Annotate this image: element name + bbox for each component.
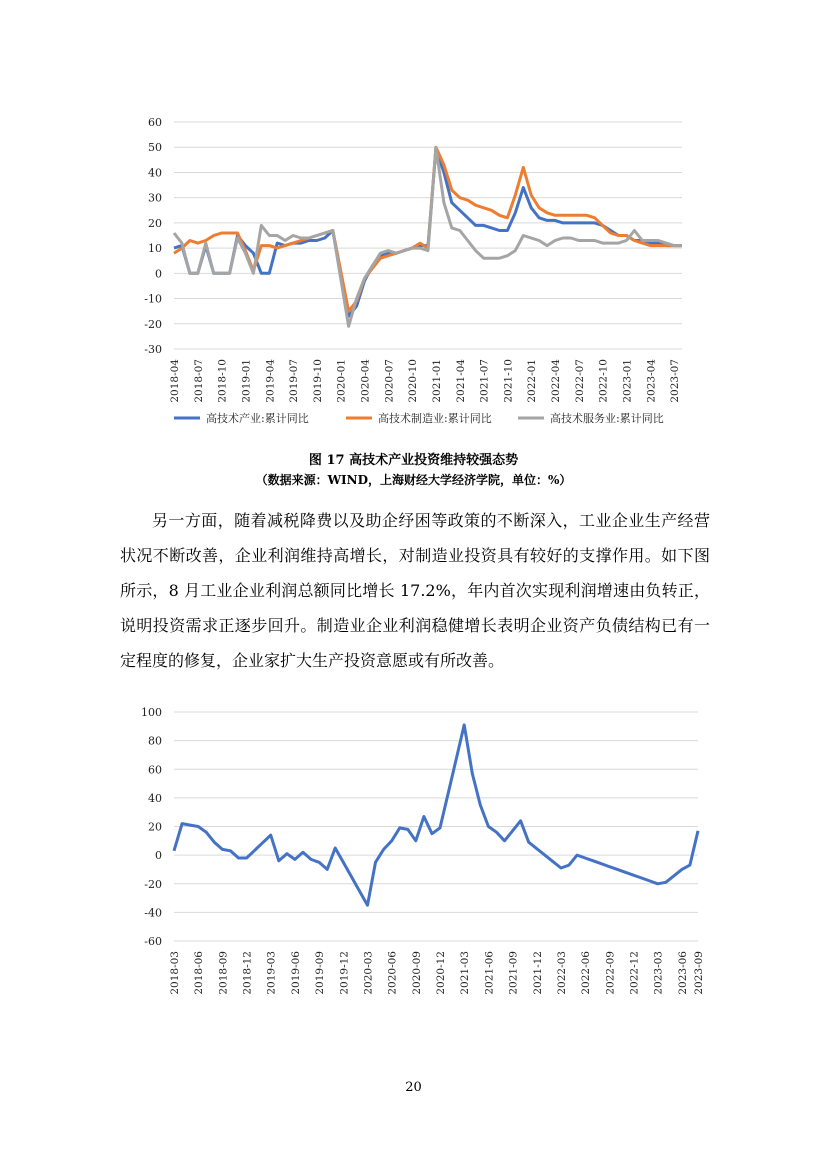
series-line	[174, 147, 682, 326]
x-tick-label: 2022-04	[550, 359, 562, 403]
x-tick-label: 2023-09	[693, 951, 705, 995]
y-tick-label: -20	[144, 317, 162, 331]
x-tick-label: 2018-10	[216, 359, 229, 403]
x-tick-label: 2019-09	[314, 951, 327, 995]
high-tech-investment-chart	[120, 105, 710, 435]
x-tick-label: 2023-04	[645, 359, 658, 403]
y-tick-label: -10	[144, 292, 162, 306]
y-tick-label: 40	[148, 791, 162, 805]
y-tick-label: 20	[148, 216, 162, 230]
x-tick-label: 2019-12	[338, 951, 351, 995]
x-tick-label: 2022-09	[604, 951, 617, 995]
x-tick-label: 2019-10	[311, 359, 324, 403]
x-tick-label: 2018-09	[217, 951, 230, 995]
y-tick-label: 60	[148, 116, 162, 129]
y-tick-label: 10	[148, 242, 162, 256]
x-tick-label: 2019-01	[240, 359, 253, 403]
x-tick-label: 2019-03	[265, 951, 278, 995]
y-tick-label: -30	[144, 343, 162, 356]
x-tick-label: 2018-04	[169, 359, 181, 403]
industrial-profit-chart	[120, 700, 710, 1000]
y-tick-label: -60	[144, 935, 162, 948]
x-tick-label: 2022-03	[555, 951, 568, 995]
figure-source: （数据来源：WIND，上海财经大学经济学院，单位：%）	[255, 473, 572, 487]
y-tick-label: 100	[141, 706, 162, 719]
x-tick-label: 2023-03	[652, 951, 665, 995]
y-tick-label: 30	[148, 191, 162, 205]
y-tick-label: 40	[148, 166, 162, 180]
x-tick-label: 2020-10	[407, 359, 420, 403]
y-tick-label: 60	[148, 763, 162, 777]
x-tick-label: 2018-07	[192, 359, 205, 403]
x-tick-label: 2020-06	[386, 951, 399, 995]
x-tick-label: 2023-06	[676, 951, 689, 995]
x-tick-label: 2021-12	[531, 951, 544, 995]
legend-label: 高技术制造业:累计同比	[378, 412, 492, 425]
y-tick-label: -20	[144, 877, 162, 891]
series-line	[174, 725, 698, 905]
x-tick-label: 2023-07	[669, 359, 682, 403]
x-tick-label: 2021-04	[454, 359, 467, 403]
x-tick-label: 2021-09	[507, 951, 520, 995]
legend-label: 高技术产业:累计同比	[206, 412, 309, 425]
page-number: 20	[405, 1080, 422, 1095]
x-tick-label: 2021-07	[478, 359, 491, 403]
x-tick-label: 2021-10	[502, 359, 515, 403]
x-tick-label: 2020-07	[383, 359, 396, 403]
body-paragraph: 另一方面，随着减税降费以及助企纾困等政策的不断深入，工业企业生产经营状况不断改善，企业利润维持高增长，对制造业投资具有较好的支撑作用。如下图所示，8 月工业企业利润总额同比增长 17.2%，年内首次实现利润增速由负转正，说明投资需求正逐步回升。制造业企业利润稳健增长表明企业资产负债结构已有一定程度的修复，企业家扩大生产投资意愿或有所改善。	[120, 511, 710, 670]
y-tick-label: -40	[144, 906, 162, 920]
x-tick-label: 2018-12	[241, 951, 254, 995]
x-tick-label: 2019-04	[264, 359, 277, 403]
x-tick-label: 2018-06	[193, 951, 206, 995]
x-tick-label: 2023-01	[621, 359, 634, 403]
x-tick-label: 2020-09	[410, 951, 423, 995]
x-tick-label: 2020-03	[362, 951, 375, 995]
x-tick-label: 2022-10	[597, 359, 610, 403]
x-tick-label: 2021-03	[459, 951, 472, 995]
x-tick-label: 2022-07	[573, 359, 586, 403]
x-tick-label: 2021-01	[430, 359, 443, 403]
y-tick-label: 20	[148, 820, 162, 834]
y-tick-label: 80	[148, 734, 162, 748]
x-tick-label: 2020-04	[359, 359, 372, 403]
series-line	[174, 147, 682, 311]
x-tick-label: 2019-06	[289, 951, 302, 995]
x-tick-label: 2020-12	[435, 951, 448, 995]
y-tick-label: 50	[148, 141, 162, 155]
legend-label: 高技术服务业:累计同比	[550, 412, 664, 425]
x-tick-label: 2022-12	[628, 951, 641, 995]
y-tick-label: 0	[155, 849, 162, 863]
x-tick-label: 2021-06	[483, 951, 496, 995]
x-tick-label: 2022-06	[580, 951, 593, 995]
x-tick-label: 2018-03	[169, 951, 181, 995]
figure-caption: 图 17 高技术产业投资维持较强态势	[308, 453, 519, 468]
x-tick-label: 2022-01	[526, 359, 539, 403]
x-tick-label: 2020-01	[335, 359, 348, 403]
y-tick-label: 0	[155, 267, 162, 281]
x-tick-label: 2019-07	[288, 359, 301, 403]
